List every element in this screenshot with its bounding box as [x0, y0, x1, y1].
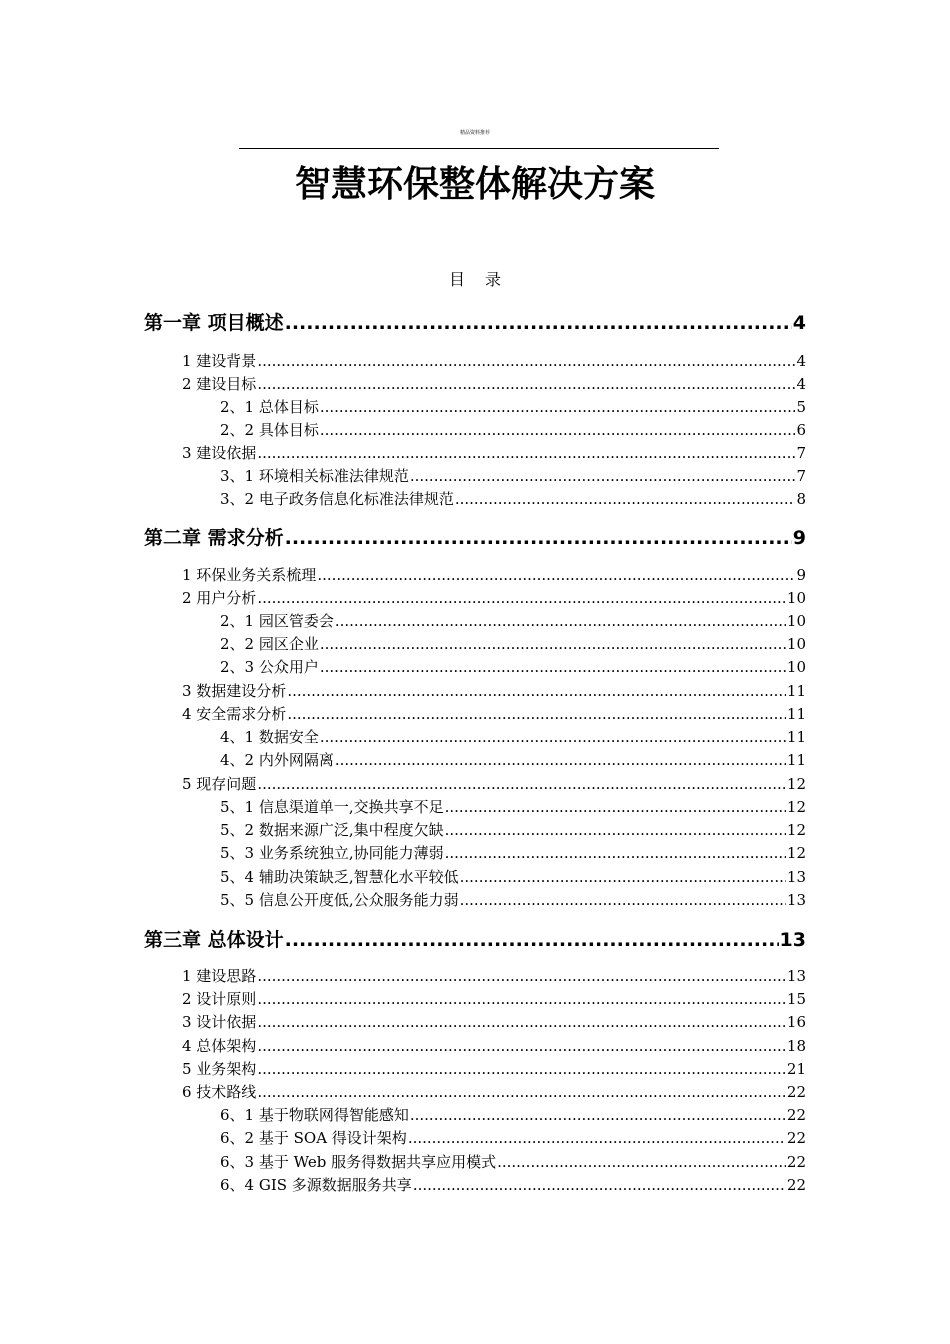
- toc-dot-leader: [257, 774, 786, 794]
- toc-entry-label: 3、1 环境相关标准法律规范: [220, 467, 409, 485]
- toc-page-number: 10: [786, 635, 806, 653]
- toc-page-number: 8: [796, 490, 806, 508]
- toc-entry-label: 2 建设目标: [182, 375, 257, 393]
- toc-entry[interactable]: [182, 1036, 806, 1056]
- toc-entry-label: 第二章 需求分析: [144, 527, 284, 549]
- toc-dot-leader: [287, 681, 786, 701]
- toc-page-number: 9: [792, 527, 806, 549]
- toc-page-number: 15: [786, 990, 806, 1008]
- toc-entry-label: 第三章 总体设计: [144, 929, 284, 951]
- toc-entry-label: 3 数据建设分析: [182, 682, 287, 700]
- toc-page-number: 4: [796, 352, 806, 370]
- toc-entry[interactable]: [220, 611, 806, 631]
- toc-page-number: 10: [786, 589, 806, 607]
- toc-dot-leader: [320, 657, 786, 677]
- toc-page-number: 13: [786, 891, 806, 909]
- toc-entry-label: 5、1 信息渠道单一,交换共享不足: [220, 798, 444, 816]
- toc-entry[interactable]: [182, 443, 806, 463]
- toc-heading: 目录: [448, 270, 521, 289]
- toc-dot-leader: [285, 311, 792, 335]
- toc-entry-label: 1 环保业务关系梳理: [182, 566, 317, 584]
- toc-dot-leader: [335, 611, 786, 631]
- toc-page-number: 12: [786, 821, 806, 839]
- toc-entry-label: 2、3 公众用户: [220, 658, 319, 676]
- toc-entry[interactable]: [220, 489, 806, 509]
- toc-entry-label: 5 业务架构: [182, 1060, 257, 1078]
- toc-entry-label: 2 设计原则: [182, 990, 257, 1008]
- toc-page-number: 21: [786, 1060, 806, 1078]
- toc-dot-leader: [320, 420, 796, 440]
- toc-entry-label: 3、2 电子政务信息化标准法律规范: [220, 490, 454, 508]
- toc-entry-label: 2、2 园区企业: [220, 635, 319, 653]
- toc-page-number: 22: [786, 1153, 806, 1171]
- toc-entry[interactable]: [220, 797, 806, 817]
- toc-dot-leader: [257, 351, 795, 371]
- toc-dot-leader: [320, 397, 796, 417]
- toc-page-number: 13: [779, 929, 806, 951]
- toc-dot-leader: [257, 443, 795, 463]
- toc-dot-leader: [257, 1036, 786, 1056]
- toc-page-number: 12: [786, 798, 806, 816]
- toc-dot-leader: [287, 704, 786, 724]
- toc-page-number: 11: [786, 728, 806, 746]
- toc-page-number: 13: [786, 868, 806, 886]
- toc-dot-leader: [460, 890, 786, 910]
- toc-dot-leader: [410, 466, 796, 486]
- toc-entry[interactable]: [220, 420, 806, 440]
- toc-dot-leader: [445, 797, 786, 817]
- toc-dot-leader: [257, 989, 786, 1009]
- toc-entry-label: 5、2 数据来源广泛,集中程度欠缺: [220, 821, 444, 839]
- toc-entry-label: 5、5 信息公开度低,公众服务能力弱: [220, 891, 459, 909]
- toc-entry[interactable]: [182, 1059, 806, 1079]
- toc-entry-label: 3 建设依据: [182, 444, 257, 462]
- toc-chapter-entry[interactable]: [144, 526, 806, 550]
- toc-dot-leader: [408, 1128, 786, 1148]
- toc-entry[interactable]: [182, 351, 806, 371]
- toc-dot-leader: [413, 1175, 786, 1195]
- toc-entry-label: 4 总体架构: [182, 1037, 257, 1055]
- toc-page-number: 11: [786, 682, 806, 700]
- toc-page-number: 12: [786, 844, 806, 862]
- toc-dot-leader: [257, 1082, 786, 1102]
- toc-page-number: 4: [796, 375, 806, 393]
- toc-page-number: 9: [796, 566, 806, 584]
- toc-entry[interactable]: [220, 634, 806, 654]
- toc-entry[interactable]: [220, 820, 806, 840]
- toc-entry-label: 3 设计依据: [182, 1013, 257, 1031]
- toc-page-number: 22: [786, 1176, 806, 1194]
- toc-entry[interactable]: [220, 466, 806, 486]
- toc-page-number: 4: [792, 312, 806, 334]
- toc-chapter-entry[interactable]: [144, 311, 806, 335]
- toc-entry[interactable]: [220, 727, 806, 747]
- toc-dot-leader: [257, 1012, 786, 1032]
- toc-entry-label: 6、4 GIS 多源数据服务共享: [220, 1176, 412, 1194]
- toc-entry[interactable]: [182, 588, 806, 608]
- toc-entry[interactable]: [220, 1128, 806, 1148]
- toc-dot-leader: [285, 526, 792, 550]
- toc-dot-leader: [455, 489, 796, 509]
- toc-entry-label: 6、2 基于 SOA 得设计架构: [220, 1129, 407, 1147]
- toc-entry[interactable]: [220, 1175, 806, 1195]
- toc-page-number: 11: [786, 751, 806, 769]
- toc-entry-label: 4、2 内外网隔离: [220, 751, 334, 769]
- toc-page-number: 13: [786, 967, 806, 985]
- toc-entry[interactable]: [182, 681, 806, 701]
- toc-entry-label: 2、2 具体目标: [220, 421, 319, 439]
- toc-entry[interactable]: [220, 843, 806, 863]
- toc-entry[interactable]: [220, 397, 806, 417]
- toc-dot-leader: [317, 565, 795, 585]
- toc-page-number: 18: [786, 1037, 806, 1055]
- toc-entry[interactable]: [220, 1105, 806, 1125]
- toc-page-number: 16: [786, 1013, 806, 1031]
- toc-entry-label: 6 技术路线: [182, 1083, 257, 1101]
- toc-entry[interactable]: [220, 890, 806, 910]
- toc-dot-leader: [320, 727, 786, 747]
- document-title: 智慧环保整体解决方案: [294, 164, 655, 205]
- toc-entry-label: 6、1 基于物联网得智能感知: [220, 1106, 409, 1124]
- toc-entry[interactable]: [182, 704, 806, 724]
- toc-entry-label: 5 现存问题: [182, 775, 257, 793]
- toc-page-number: 11: [786, 705, 806, 723]
- toc-page-number: 22: [786, 1106, 806, 1124]
- toc-dot-leader: [335, 750, 786, 770]
- toc-dot-leader: [445, 820, 786, 840]
- toc-entry[interactable]: [182, 774, 806, 794]
- toc-dot-leader: [257, 588, 786, 608]
- toc-page-number: 7: [796, 444, 806, 462]
- toc-dot-leader: [257, 1059, 786, 1079]
- toc-dot-leader: [460, 867, 786, 887]
- toc-entry[interactable]: [220, 1152, 806, 1172]
- toc-entry-label: 2 用户分析: [182, 589, 257, 607]
- toc-entry[interactable]: [182, 565, 806, 585]
- toc-entry[interactable]: [182, 989, 806, 1009]
- toc-page-number: 10: [786, 658, 806, 676]
- toc-page-number: 10: [786, 612, 806, 630]
- toc-dot-leader: [410, 1105, 786, 1125]
- toc-entry-label: 4 安全需求分析: [182, 705, 287, 723]
- toc-entry[interactable]: [182, 374, 806, 394]
- header-rule: [239, 148, 719, 149]
- toc-entry[interactable]: [220, 867, 806, 887]
- toc-dot-leader: [445, 843, 786, 863]
- toc-page-number: 22: [786, 1083, 806, 1101]
- toc-entry[interactable]: [182, 966, 806, 986]
- toc-entry-label: 1 建设背景: [182, 352, 257, 370]
- toc-dot-leader: [285, 928, 779, 952]
- toc-entry-label: 2、1 园区管委会: [220, 612, 334, 630]
- toc-dot-leader: [497, 1152, 786, 1172]
- toc-entry-label: 5、3 业务系统独立,协同能力薄弱: [220, 844, 444, 862]
- toc-entry[interactable]: [182, 1012, 806, 1032]
- toc-dot-leader: [257, 966, 786, 986]
- toc-entry-label: 5、4 辅助决策缺乏,智慧化水平较低: [220, 868, 459, 886]
- toc-dot-leader: [320, 634, 786, 654]
- toc-entry-label: 6、3 基于 Web 服务得数据共享应用模式: [220, 1153, 497, 1171]
- toc-entry-label: 第一章 项目概述: [144, 312, 284, 334]
- toc-chapter-entry[interactable]: [144, 928, 806, 952]
- toc-entry[interactable]: [220, 657, 806, 677]
- toc-page-number: 22: [786, 1129, 806, 1147]
- toc-page-number: 7: [796, 467, 806, 485]
- toc-entry-label: 2、1 总体目标: [220, 398, 319, 416]
- toc-entry[interactable]: [182, 1082, 806, 1102]
- toc-page-number: 5: [796, 398, 806, 416]
- toc-entry[interactable]: [220, 750, 806, 770]
- toc-dot-leader: [257, 374, 795, 394]
- toc-entry-label: 4、1 数据安全: [220, 728, 319, 746]
- running-header: 精品资料推荐: [459, 130, 490, 136]
- toc-entry-label: 1 建设思路: [182, 967, 257, 985]
- toc-page-number: 6: [796, 421, 806, 439]
- toc-page-number: 12: [786, 775, 806, 793]
